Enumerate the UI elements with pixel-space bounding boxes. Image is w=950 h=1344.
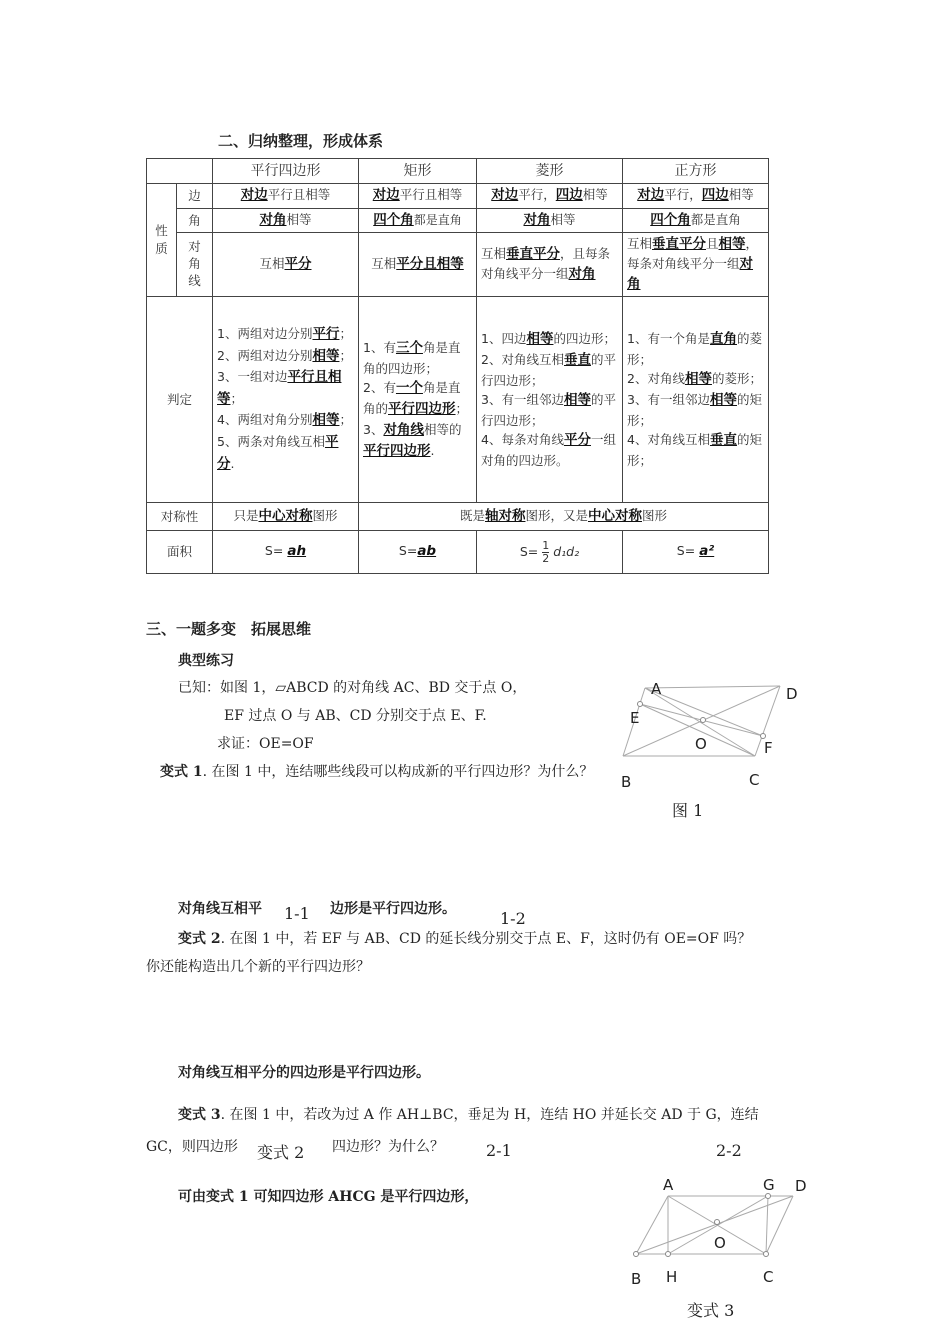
figure-1-caption: 图 1 bbox=[672, 801, 704, 820]
side-square: 对边平行，四边相等 bbox=[623, 184, 769, 209]
given-line-2: EF 过点 O 与 AB、CD 分别交于点 E、F. bbox=[224, 708, 487, 724]
figure-1-label-f: F bbox=[764, 739, 773, 757]
diagonal-rhombus: 互相垂直平分，且每条对角线平分一组对角 bbox=[477, 233, 623, 297]
angle-rhombus: 对角相等 bbox=[477, 208, 623, 233]
figure-3-label-b: B bbox=[631, 1270, 642, 1288]
symmetry-row bbox=[147, 503, 769, 531]
header-parallelogram: 平行四边形 bbox=[213, 159, 359, 184]
header-square: 正方形 bbox=[623, 159, 769, 184]
figure-3-label-o: O bbox=[714, 1234, 726, 1252]
figure-1-1-caption: 1-1 bbox=[284, 904, 310, 923]
symmetry-parallelogram: 只是中心对称图形 bbox=[213, 503, 359, 531]
figure-1-label-d: D bbox=[786, 685, 798, 703]
row-label-angle: 角 bbox=[177, 208, 213, 233]
figure-3-label-h: H bbox=[666, 1268, 678, 1286]
section-2-title: 二、归纳整理，形成体系 bbox=[218, 132, 384, 150]
side-rhombus: 对边平行，四边相等 bbox=[477, 184, 623, 209]
row-label-side: 边 bbox=[177, 184, 213, 209]
figure-variant-2-caption: 变式 2 bbox=[257, 1143, 305, 1162]
diagonal-parallelogram: 互相平分 bbox=[213, 233, 359, 297]
variant-3-answer: 可由变式 1 可知四边形 AHCG 是平行四边形， bbox=[178, 1189, 479, 1205]
diagonal-square: 互相垂直平分且相等，每条对角线平分一组对角 bbox=[623, 233, 769, 297]
row-label-symmetry: 对称性 bbox=[147, 503, 213, 531]
figure-1-diagram bbox=[615, 678, 815, 798]
area-rhombus: S= $\frac{1}{2}$ d₁d₂ bbox=[477, 531, 623, 574]
angle-rectangle: 四个角都是直角 bbox=[359, 208, 477, 233]
figure-3-diagram bbox=[628, 1184, 808, 1274]
figure-3-caption: 变式 3 bbox=[687, 1301, 735, 1320]
diagonal-rectangle: 互相平分且相等 bbox=[359, 233, 477, 297]
section-3-title: 三、一题多变 拓展思维 bbox=[146, 620, 312, 638]
variant-1: 变式 1. 在图 1 中，连结哪些线段可以构成新的平行四边形？为什么？ bbox=[160, 764, 594, 780]
figure-2-2-caption: 2-2 bbox=[716, 1141, 742, 1160]
variant-2-line-2: 你还能构造出几个新的平行四边形？ bbox=[146, 959, 370, 975]
judgement-row bbox=[147, 297, 769, 503]
practice-subtitle: 典型练习 bbox=[178, 653, 234, 669]
area-rectangle: S=ab bbox=[359, 531, 477, 574]
figure-1-2-caption: 1-2 bbox=[500, 909, 526, 928]
variant-1-answer-start: 对角线互相平 bbox=[178, 901, 262, 917]
figure-1-label-e: E bbox=[630, 709, 640, 727]
area-parallelogram: S= ah bbox=[213, 531, 359, 574]
variant-3: 变式 3. 在图 1 中，若改为过 A 作 AH⊥BC，垂足为 H，连结 HO 并延长交 AD 于 G，连结 bbox=[178, 1107, 759, 1123]
figure-3-label-c: C bbox=[763, 1268, 774, 1286]
row-label-diagonal: 对 角 线 bbox=[177, 233, 213, 297]
figure-1-label-a: A bbox=[651, 680, 662, 698]
given-line-1: 已知：如图 1，▱ABCD 的对角线 AC、BD 交于点 O， bbox=[178, 680, 527, 696]
area-square: S= a² bbox=[623, 531, 769, 574]
diagonal-row bbox=[147, 233, 769, 297]
figure-3-label-d: D bbox=[795, 1177, 807, 1195]
header-rhombus: 菱形 bbox=[477, 159, 623, 184]
angle-parallelogram: 对角相等 bbox=[213, 208, 359, 233]
area-row bbox=[147, 531, 769, 574]
figure-3-label-g: G bbox=[763, 1176, 775, 1194]
property-group-label: 性质 bbox=[147, 184, 177, 297]
figure-1-label-c: C bbox=[749, 771, 760, 789]
row-label-area: 面积 bbox=[147, 531, 213, 574]
figure-3-label-a: A bbox=[663, 1176, 674, 1194]
header-rectangle: 矩形 bbox=[359, 159, 477, 184]
symmetry-others: 既是轴对称图形，又是中心对称图形 bbox=[359, 503, 769, 531]
figure-2-1-caption: 2-1 bbox=[486, 1141, 512, 1160]
angle-row bbox=[147, 208, 769, 233]
judge-rhombus: 1、四边相等的四边形； 2、对角线互相垂直的平行四边形； 3、有一组邻边相等的平行四边形； 4、每条对角线平分一组对角的四边形。 bbox=[477, 297, 623, 503]
variant-2-answer: 对角线互相平分的四边形是平行四边形。 bbox=[178, 1065, 430, 1081]
side-rectangle: 对边平行且相等 bbox=[359, 184, 477, 209]
row-label-judge: 判定 bbox=[147, 297, 213, 503]
figure-1-label-b: B bbox=[621, 773, 632, 791]
side-row bbox=[147, 184, 769, 209]
judge-parallelogram: 1、两组对边分别平行； 2、两组对边分别相等； 3、一组对边平行且相等； 4、两组对角分别相等； 5、两条对角线互相平分. bbox=[213, 297, 359, 503]
judge-rectangle: 1、有三个角是直角的四边形； 2、有一个角是直角的平行四边形； 3、对角线相等的平行四边形. bbox=[359, 297, 477, 503]
side-parallelogram: 对边平行且相等 bbox=[213, 184, 359, 209]
variant-3-line-2b: 四边形？为什么？ bbox=[332, 1139, 444, 1155]
prove-line: 求证：OE=OF bbox=[217, 736, 314, 752]
variant-1-answer-end: 边形是平行四边形。 bbox=[330, 901, 456, 917]
judge-square: 1、有一个角是直角的菱形； 2、对角线相等的菱形； 3、有一组邻边相等的矩形； 4、对角线互相垂直的矩形； bbox=[623, 297, 769, 503]
angle-square: 四个角都是直角 bbox=[623, 208, 769, 233]
table-header-row bbox=[147, 159, 769, 184]
variant-3-line-2a: GC，则四边形 bbox=[146, 1139, 238, 1155]
variant-2: 变式 2. 在图 1 中，若 EF 与 AB、CD 的延长线分别交于点 E、F，这时仍有 OE=OF 吗？ bbox=[178, 931, 752, 947]
quadrilateral-summary-table bbox=[146, 158, 769, 574]
figure-1-label-o: O bbox=[695, 735, 707, 753]
